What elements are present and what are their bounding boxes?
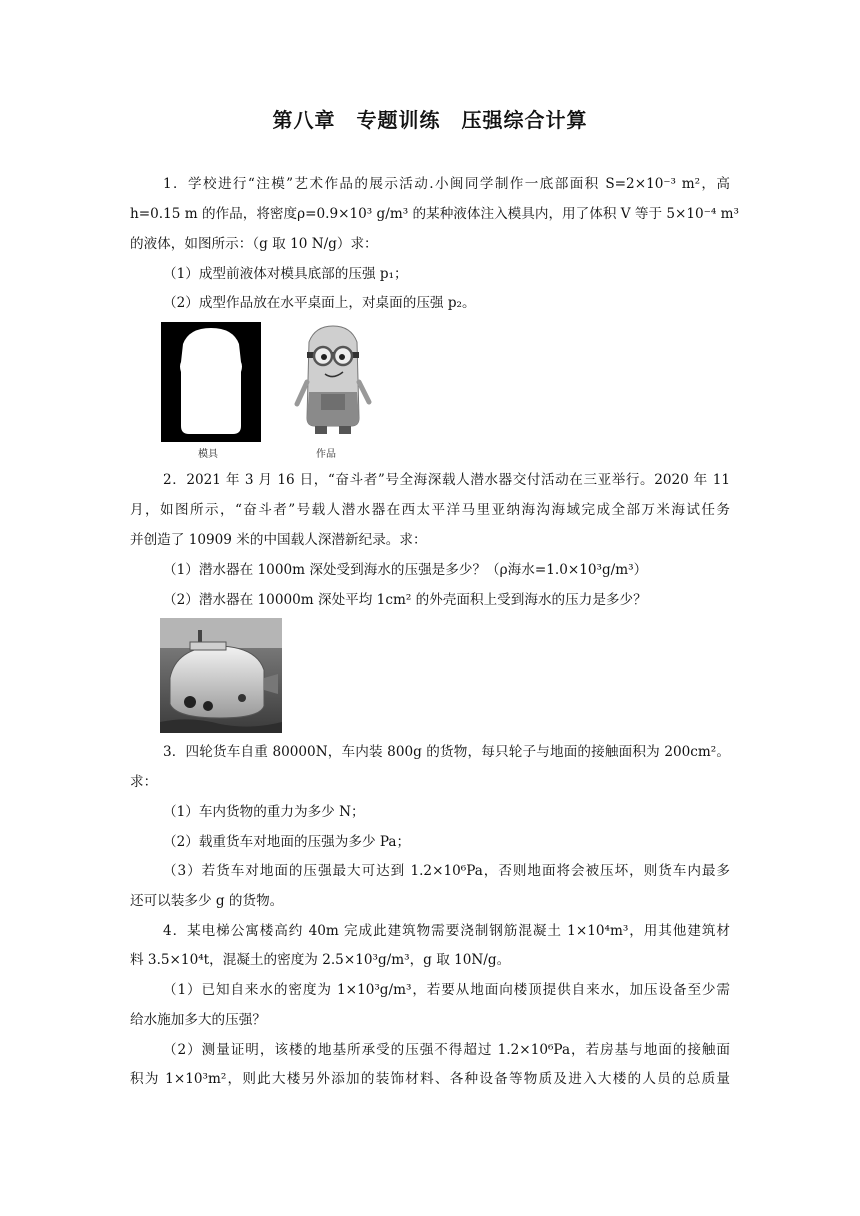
q1-subquestion-1: （1）成型前液体对模具底部的压强 p₁； — [163, 266, 408, 282]
q2-line-3: 并创造了 10909 米的中国载人深潜新纪录。求： — [130, 532, 427, 548]
q4-subquestion-1-line-2: 给水施加多大的压强？ — [130, 1012, 266, 1028]
minion-figure — [285, 322, 380, 440]
q4-subquestion-1-line-1: （1）已知自来水的密度为 1×10³g/m³，若要从地面向楼顶提供自来水，加压设备至少需 — [163, 982, 730, 998]
q2-line-1: 2．2021 年 3 月 16 日，“奋斗者”号全海深载人潜水器交付活动在三亚举行。2020 年 11 — [163, 472, 730, 488]
q4-subquestion-2-line-2: 积为 1×10³m²，则此大楼另外添加的装饰材料、各种设备等物质及进入大楼的人员的总质量 — [130, 1071, 730, 1087]
q4-subquestion-2-line-1: （2）测量证明，该楼的地基所承受的压强不得超过 1.2×10⁶Pa，若房基与地面的接触面 — [163, 1042, 730, 1058]
work-caption: 作品 — [316, 449, 336, 460]
q3-subquestion-3-line-1: （3）若货车对地面的压强最大可达到 1.2×10⁶Pa，否则地面将会被压坏，则货车内最多 — [163, 863, 730, 879]
q1-subquestion-2: （2）成型作品放在水平桌面上，对桌面的压强 p₂。 — [163, 295, 476, 311]
q4-line-1: 4．某电梯公寓楼高约 40m 完成此建筑物需要浇制钢筋混凝土 1×10⁴m³，用其他建筑材 — [163, 923, 730, 939]
q3-subquestion-3-line-2: 还可以装多少 g 的货物。 — [130, 893, 284, 909]
q1-line-2: h=0.15 m 的作品，将密度ρ=0.9×10³ g/m³ 的某种液体注入模具内，用了体积 V 等于 5×10⁻⁴ m³ — [130, 206, 739, 222]
q2-subquestion-2: （2）潜水器在 10000m 深处平均 1cm² 的外壳面积上受到海水的压力是多少？ — [163, 592, 647, 608]
q3-line-1: 3．四轮货车自重 80000N，车内装 800g 的货物，每只轮子与地面的接触面积为 200cm²。 — [163, 744, 730, 760]
q3-line-2: 求： — [130, 774, 158, 790]
q4-line-2: 料 3.5×10⁴t，混凝土的密度为 2.5×10³g/m³，g 取 10N/g。 — [130, 952, 511, 968]
submersible-photo — [160, 618, 282, 733]
q3-subquestion-1: （1）车内货物的重力为多少 N； — [163, 804, 365, 820]
mold-caption: 模具 — [198, 449, 218, 460]
q2-subquestion-1: （1）潜水器在 1000m 深处受到海水的压强是多少？（ρ海水=1.0×10³g/m³） — [163, 562, 648, 578]
page-title: 第八章 专题训练 压强综合计算 — [272, 108, 588, 132]
q3-subquestion-2: （2）载重货车对地面的压强为多少 Pa； — [163, 834, 411, 850]
q1-line-1: 1．学校进行“注模”艺术作品的展示活动.小闽同学制作一底部面积 S=2×10⁻³ m²，高 — [163, 176, 730, 192]
mold-figure — [161, 322, 261, 442]
q2-line-2: 月，如图所示，“奋斗者”号载人潜水器在西太平洋马里亚纳海沟海域完成全部万米海试任务 — [130, 502, 730, 518]
q1-line-3: 的液体，如图所示：（g 取 10 N/g）求： — [130, 236, 378, 252]
